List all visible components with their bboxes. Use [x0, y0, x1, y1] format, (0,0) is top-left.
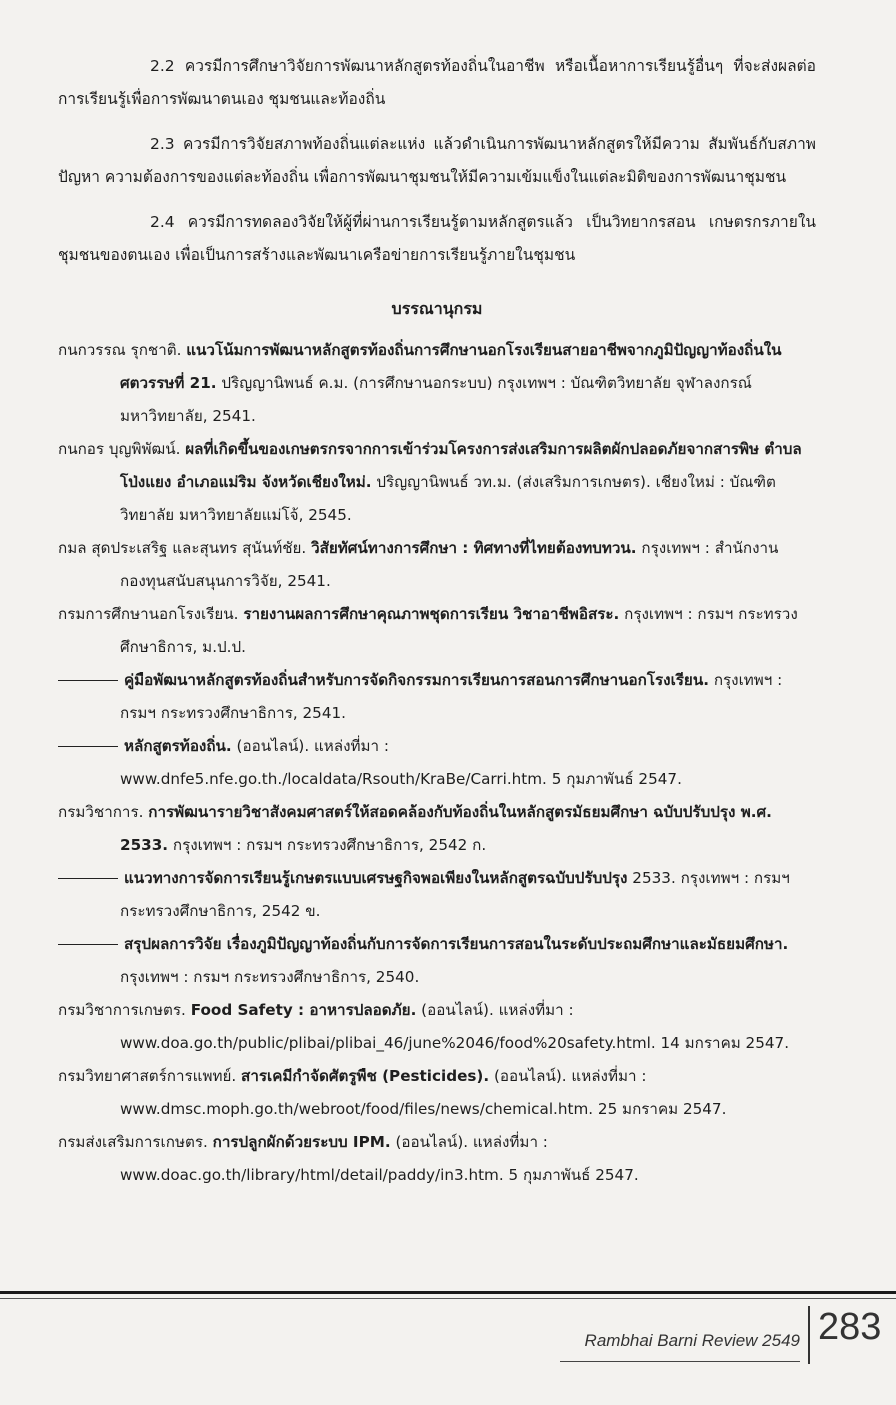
reference-item: แนวทางการจัดการเรียนรู้เกษตรแบบเศรษฐกิจพอเพียงในหลักสูตรฉบับปรับปรุง 2533. กรุงเทพฯ : กรมฯ กระทรวงศึกษาธิการ, 2542 ข. [58, 862, 816, 928]
footer-rule-thick [0, 1291, 896, 1294]
reference-item: กนกอร บุญพิพัฒน์. ผลที่เกิดขึ้นของเกษตรกรจากการเข้าร่วมโครงการส่งเสริมการผลิตผักปลอดภัยจากสารพิษ ตำบลโป่งแยง อำเภอแม่ริม จังหวัดเชียงใหม่. ปริญญานิพนธ์ วท.ม. (ส่งเสริมการเกษตร). เชียงใหม่ : บัณฑิตวิทยาลัย มหาวิทยาลัยแม่โจ้, 2545. [58, 440, 802, 524]
reference-item: กรมการศึกษานอกโรงเรียน. รายงานผลการศึกษาคุณภาพชุดการเรียน วิชาอาชีพอิสระ. กรุงเทพฯ : กรมฯ กระทรวงศึกษาธิการ, ม.ป.ป. [58, 605, 798, 656]
paragraph-2-2: 2.2 ควรมีการศึกษาวิจัยการพัฒนาหลักสูตรท้องถิ่นในอาชีพ หรือเนื้อหาการเรียนรู้อื่นๆ ที่จะส่งผลต่อการเรียนรู้เพื่อการพัฒนาตนเอง ชุมชนและท้องถิ่น [58, 57, 816, 108]
bibliography-heading: บรรณานุกรม [391, 299, 483, 318]
reference-list [58, 334, 816, 1192]
ditto-line [58, 944, 118, 945]
paragraph-2-4: 2.4 ควรมีการทดลองวิจัยให้ผู้ที่ผ่านการเรียนรู้ตามหลักสูตรแล้ว เป็นวิทยากรสอน เกษตรกรภายในชุมชนของตนเอง เพื่อเป็นการสร้างและพัฒนาเครือข่ายการเรียนรู้ภายในชุมชน [58, 213, 816, 264]
reference-item: กรมวิทยาศาสตร์การแพทย์. สารเคมีกำจัดศัตรูพืช (Pesticides). (ออนไลน์). แหล่งที่มา : www.dmsc.moph.go.th/webroot/food/files/news/chemical.htm. 25 มกราคม 2547. [58, 1067, 727, 1118]
page-number: 283 [818, 1306, 882, 1348]
footer-underline [560, 1361, 800, 1362]
ditto-line [58, 878, 118, 879]
reference-item: หลักสูตรท้องถิ่น. (ออนไลน์). แหล่งที่มา : www.dnfe5.nfe.go.th./localdata/Rsouth/KraBe/Carri.htm. 5 กุมภาพันธ์ 2547. [58, 730, 816, 796]
journal-title: Rambhai Barni Review 2549 [584, 1331, 800, 1350]
reference-item: กรมวิชาการ. การพัฒนารายวิชาสังคมศาสตร์ให้สอดคล้องกับท้องถิ่นในหลักสูตรมัธยมศึกษา ฉบับปรับปรุง พ.ศ. 2533. กรุงเทพฯ : กรมฯ กระทรวงศึกษาธิการ, 2542 ก. [58, 803, 772, 854]
ditto-line [58, 680, 118, 681]
reference-item: สรุปผลการวิจัย เรื่องภูมิปัญญาท้องถิ่นกับการจัดการเรียนการสอนในระดับประถมศึกษาและมัธยมศึกษา. กรุงเทพฯ : กรมฯ กระทรวงศึกษาธิการ, 2540. [58, 928, 816, 994]
reference-item: กรมส่งเสริมการเกษตร. การปลูกผักด้วยระบบ IPM. (ออนไลน์). แหล่งที่มา : www.doac.go.th/library/html/detail/paddy/in3.htm. 5 กุมภาพันธ์ 2547. [58, 1133, 639, 1184]
reference-item: กรมวิชาการเกษตร. Food Safety : อาหารปลอดภัย. (ออนไลน์). แหล่งที่มา : www.doa.go.th/public/plibai/plibai_46/june%2046/food%20safety.html. 14 มกราคม 2547. [58, 1001, 790, 1052]
ditto-line [58, 746, 118, 747]
reference-item: คู่มือพัฒนาหลักสูตรท้องถิ่นสำหรับการจัดกิจกรรมการเรียนการสอนการศึกษานอกโรงเรียน. กรุงเทพฯ : กรมฯ กระทรวงศึกษาธิการ, 2541. [58, 664, 816, 730]
reference-item: กนกวรรณ รุกชาติ. แนวโน้มการพัฒนาหลักสูตรท้องถิ่นการศึกษานอกโรงเรียนสายอาชีพจากภูมิปัญญาท้องถิ่นในศตวรรษที่ 21. ปริญญานิพนธ์ ค.ม. (การศึกษานอกระบบ) กรุงเทพฯ : บัณฑิตวิทยาลัย จุฬาลงกรณ์มหาวิทยาลัย, 2541. [58, 341, 782, 425]
footer-divider [808, 1306, 810, 1364]
paragraph-2-3: 2.3 ควรมีการวิจัยสภาพท้องถิ่นแต่ละแห่ง แล้วดำเนินการพัฒนาหลักสูตรให้มีความ สัมพันธ์กับสภาพปัญหา ความต้องการของแต่ละท้องถิ่น เพื่อการพัฒนาชุมชนให้มีความเข้มแข็งในแต่ละมิติของการพัฒนาชุมชน [58, 135, 816, 186]
footer-rule-thin [0, 1298, 896, 1299]
page-body [58, 50, 816, 1192]
reference-item: กมล สุดประเสริฐ และสุนทร สุนันท์ชัย. วิสัยทัศน์ทางการศึกษา : ทิศทางที่ไทยต้องทบทวน. กรุงเทพฯ : สำนักงานกองทุนสนับสนุนการวิจัย, 2541. [58, 539, 779, 590]
